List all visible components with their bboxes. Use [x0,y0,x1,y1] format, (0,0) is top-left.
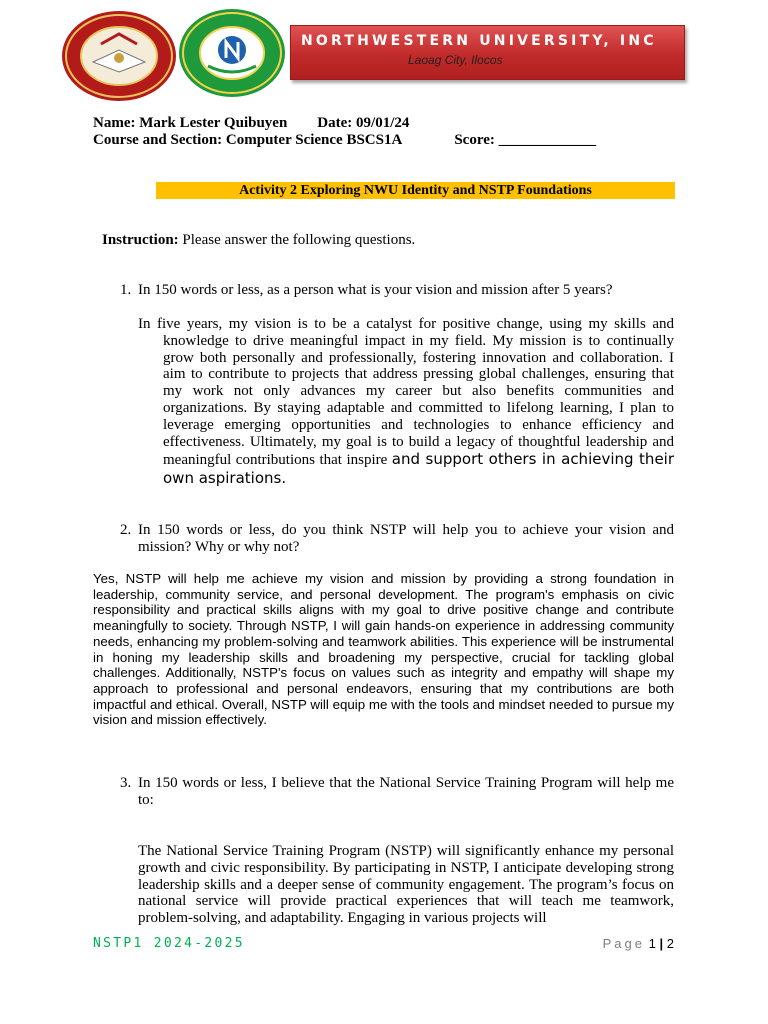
student-info-line-2 [93,132,596,149]
answer-2: Yes, NSTP will help me achieve my vision and mission by providing a strong foundation in leadership, community service, and personal development. The program's emphasis on civic responsibility and practical skills aligns with my goal to drive positive change and contribute meaningfully to society. Through NSTP, I will gain hands-on experience in addressing community needs, enhancing my problem-solving and teamwork abilities. This experience will be instrumental in honing my leadership skills and broadening my perspective, crucial for tackling global challenges. Additionally, NSTP's focus on values such as integrity and empathy will shape my approach to professional and personal endeavors, ensuring that my contributions are both impactful and ethical. Overall, NSTP will equip me with the tools and mindset needed to pursue my vision and mission effectively. [93,571,674,728]
university-location: Laoag City, Ilocos [408,53,503,67]
answer-1 [138,316,674,488]
instruction [102,232,415,249]
page-total: 2 [666,936,674,951]
question-number: 1. [120,282,132,298]
instruction-label: Instruction: [102,232,179,248]
student-info-line-1 [93,115,409,132]
page-indicator [603,936,674,951]
question-text: In 150 words or less, I believe that the National Service Training Program will help me to: [138,775,674,808]
answer-1-main: In five years, my vision is to be a catalyst for positive change, using my skills and knowledge to drive meaningful impact in my field. My mission is to continually grow both personally and professionally, fostering innovation and collaboration. I aim to contribute to projects that address pressing global challenges, ensuring that my work not only advances my career but also benefits communities and organizations. By staying adaptable and committed to lifelong learning, I plan to leverage emerging opportunities and technologies to enhance efficiency and effectiveness. Ultimately, my goal is to build a legacy of thoughtful leadership and meaningful contributions that inspire [138,316,674,469]
answer-3: The National Service Training Program (NSTP) will significantly enhance my personal growth and civic responsibility. By participating in NSTP, I anticipate developing strong leadership skills and a deeper sense of community engagement. The program’s focus on national service will provide practical experiences that will teach me teamwork, problem-solving, and adaptability. Engaging in various projects will [138,843,674,927]
submission-date: Date: 09/01/24 [317,115,410,131]
question-number: 2. [120,522,132,538]
university-banner [290,25,685,80]
student-name: Name: Mark Lester Quibuyen [93,115,288,131]
footer-course-label: NSTP1 2024-2025 [93,936,245,951]
question-number: 3. [120,775,132,791]
question-2 [120,522,674,556]
instruction-text: Please answer the following questions. [178,232,416,248]
northwestern-university-seal-icon [61,10,177,102]
page-separator: | [659,936,664,951]
page-number: 1 [648,936,656,951]
department-of-nursing-seal-icon [178,8,286,98]
question-1 [120,282,674,299]
university-name: NORTHWESTERN UNIVERSITY, INC [301,33,657,49]
answer-1-tail: and support others in achieving their own aspirations. [163,450,675,488]
question-text: In 150 words or less, as a person what is your vision and mission after 5 years? [138,282,613,298]
score-field: Score: _____________ [454,132,597,148]
course-section: Course and Section: Computer Science BSCS1A [93,132,403,148]
activity-title: Activity 2 Exploring NWU Identity and NSTP Foundations [156,182,675,199]
question-3 [120,775,674,809]
question-text: In 150 words or less, do you think NSTP will help you to achieve your vision and mission? Why or why not? [138,522,674,555]
page-word: Page [602,936,646,951]
